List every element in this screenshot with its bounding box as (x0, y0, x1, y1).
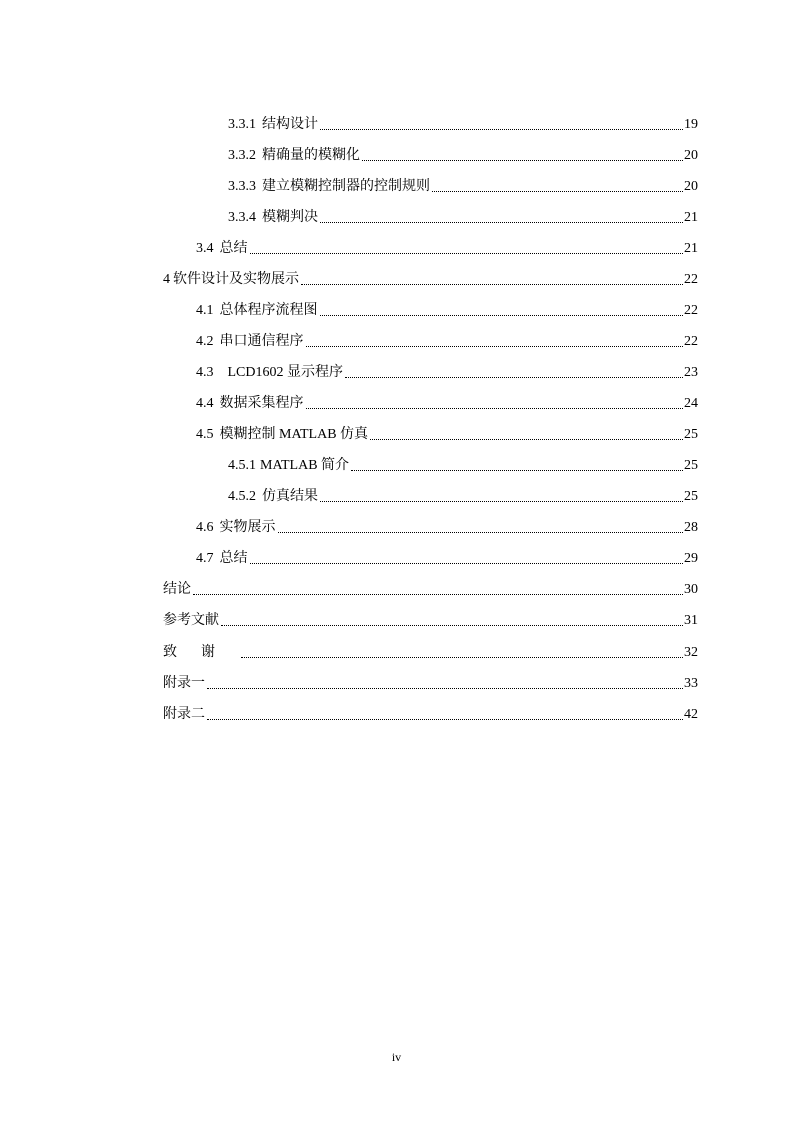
toc-entry[interactable] (163, 579, 698, 599)
toc-title: 致谢 (163, 645, 239, 660)
toc-number: 3.3.3 (228, 179, 256, 194)
dot-leader (320, 129, 683, 130)
toc-page-number: 30 (684, 582, 698, 597)
toc-entry[interactable] (196, 238, 698, 258)
toc-entry[interactable] (163, 610, 698, 630)
dot-leader (250, 563, 684, 564)
toc-page-number: 24 (684, 396, 698, 411)
toc-number: 4 (163, 272, 170, 287)
toc-number: 4.2 (196, 334, 214, 349)
toc-entry[interactable] (163, 642, 698, 662)
toc-title: 串口通信程序 (219, 334, 304, 349)
toc-title: 结构设计 (262, 117, 318, 132)
toc-page-number: 25 (684, 458, 698, 473)
toc-title: 附录一 (163, 676, 205, 691)
toc-entry[interactable] (196, 517, 698, 537)
toc-entry[interactable] (196, 362, 698, 382)
toc-title: 实物展示 (219, 520, 276, 535)
toc-entry[interactable] (228, 207, 698, 227)
dot-leader (320, 222, 683, 223)
toc-title: 总结 (219, 241, 248, 256)
dot-leader (432, 191, 683, 192)
toc-title: 附录二 (163, 707, 205, 722)
dot-leader (306, 346, 684, 347)
dot-leader (250, 253, 684, 254)
toc-title: 建立模糊控制器的控制规则 (262, 179, 430, 194)
toc-title: 软件设计及实物展示 (173, 272, 299, 287)
toc-entry[interactable] (196, 393, 698, 413)
toc-page-number: 31 (684, 613, 698, 628)
toc-number: 4.5.1 (228, 458, 256, 473)
toc-title: LCD1602 显示程序 (227, 365, 343, 380)
toc-entry[interactable] (228, 486, 698, 506)
toc-title: 总体程序流程图 (219, 303, 318, 318)
dot-leader (345, 377, 683, 378)
toc-page-number: 25 (684, 489, 698, 504)
toc-title: MATLAB 简介 (260, 458, 350, 473)
dot-leader (193, 594, 683, 595)
toc-title: 参考文献 (163, 613, 219, 628)
dot-leader (306, 408, 684, 409)
toc-entry[interactable] (228, 114, 698, 134)
dot-leader (320, 501, 683, 502)
toc-entry[interactable] (228, 176, 698, 196)
toc-entry[interactable] (163, 269, 698, 289)
toc-entry[interactable] (196, 548, 698, 568)
toc-page-number: 23 (684, 365, 698, 380)
toc-page-number: 42 (684, 707, 698, 722)
toc-page-number: 33 (684, 676, 698, 691)
toc-entry[interactable] (196, 331, 698, 351)
dot-leader (301, 284, 683, 285)
toc-number: 3.3.2 (228, 148, 256, 163)
dot-leader (241, 657, 683, 658)
toc-entry[interactable] (163, 704, 698, 724)
toc-page-number: 21 (684, 241, 698, 256)
toc-title: 精确量的模糊化 (262, 148, 360, 163)
toc-page-number: 32 (684, 645, 698, 660)
toc-number: 4.1 (196, 303, 214, 318)
dot-leader (351, 470, 683, 471)
toc-title: 数据采集程序 (219, 396, 304, 411)
toc-entry[interactable] (163, 673, 698, 693)
dot-leader (207, 688, 683, 689)
toc-number: 4.6 (196, 520, 214, 535)
toc-page-number: 20 (684, 179, 698, 194)
toc-number: 3.3.1 (228, 117, 256, 132)
toc-entry[interactable] (228, 145, 698, 165)
dot-leader (370, 439, 683, 440)
toc-title: 模糊控制 MATLAB 仿真 (219, 427, 369, 442)
dot-leader (278, 532, 684, 533)
toc-number: 4.5.2 (228, 489, 256, 504)
dot-leader (207, 719, 683, 720)
toc-page-number: 22 (684, 303, 698, 318)
toc-number: 4.5 (196, 427, 214, 442)
toc-number: 3.4 (196, 241, 214, 256)
toc-number: 3.3.4 (228, 210, 256, 225)
toc-entry[interactable] (228, 455, 698, 475)
toc-page-number: 25 (684, 427, 698, 442)
toc-title: 仿真结果 (262, 489, 318, 504)
toc-page-number: 29 (684, 551, 698, 566)
toc-number: 4.4 (196, 396, 214, 411)
dot-leader (362, 160, 683, 161)
page-number-footer: iv (391, 1050, 402, 1064)
toc-number: 4.3 (196, 365, 214, 380)
toc-title: 结论 (163, 582, 191, 597)
toc-title: 总结 (219, 551, 248, 566)
toc-page-number: 19 (684, 117, 698, 132)
toc-page-number: 22 (684, 272, 698, 287)
toc-title: 模糊判决 (262, 210, 318, 225)
dot-leader (221, 625, 683, 626)
toc-page-number: 20 (684, 148, 698, 163)
toc-number: 4.7 (196, 551, 214, 566)
dot-leader (320, 315, 684, 316)
toc-entry[interactable] (196, 300, 698, 320)
toc-page-number: 21 (684, 210, 698, 225)
toc-entry[interactable] (196, 424, 698, 444)
toc-page-number: 22 (684, 334, 698, 349)
toc-page-number: 28 (684, 520, 698, 535)
